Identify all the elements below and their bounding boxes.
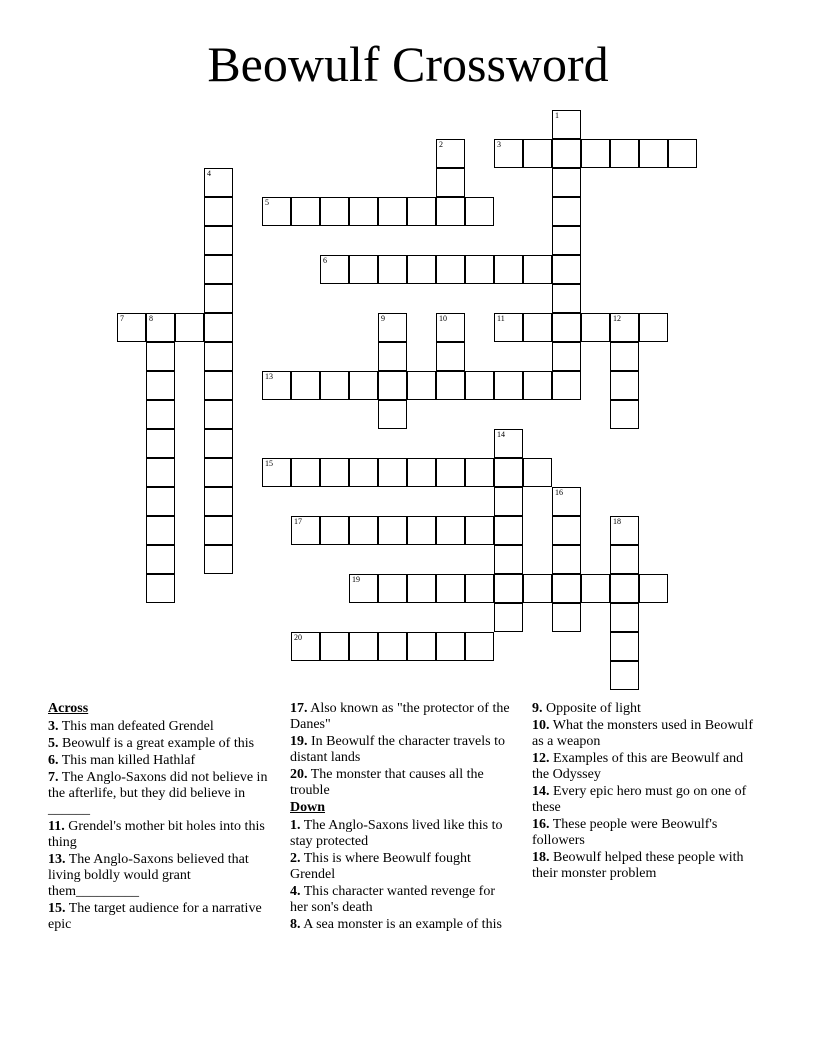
grid-cell[interactable] xyxy=(465,197,494,226)
grid-cell[interactable] xyxy=(494,139,523,168)
clue-across-15: 15. The target audience for a narrative epic xyxy=(48,901,262,932)
clue-across-7: 7. The Anglo-Saxons did not believe in the afterlife, but they did believe in ______ xyxy=(48,770,268,817)
cell-number: 15 xyxy=(265,459,273,468)
grid-cell[interactable] xyxy=(407,458,436,487)
grid-cell[interactable] xyxy=(146,516,175,545)
cell-number: 2 xyxy=(439,140,443,149)
cell-number: 9 xyxy=(381,314,385,323)
grid-cell[interactable] xyxy=(378,313,407,342)
grid-cell[interactable] xyxy=(552,168,581,197)
grid-cell[interactable] xyxy=(465,632,494,661)
grid-cell[interactable] xyxy=(639,574,668,603)
grid-cell[interactable] xyxy=(465,458,494,487)
grid-cell[interactable] xyxy=(407,632,436,661)
grid-cell[interactable] xyxy=(610,139,639,168)
grid-cell[interactable] xyxy=(146,429,175,458)
clues-column-2 xyxy=(290,701,515,934)
clue-down-4: 4. This character wanted revenge for her son's death xyxy=(290,884,495,915)
grid-cell[interactable] xyxy=(639,139,668,168)
grid-cell[interactable] xyxy=(610,400,639,429)
grid-cell[interactable] xyxy=(407,371,436,400)
grid-cell[interactable] xyxy=(552,110,581,139)
clue-across-13: 13. The Anglo-Saxons believed that living boldly would grant them_________ xyxy=(48,852,249,899)
cell-number: 13 xyxy=(265,372,273,381)
cell-number: 3 xyxy=(497,140,501,149)
grid-cell[interactable] xyxy=(320,255,349,284)
grid-cell[interactable] xyxy=(175,313,204,342)
cell-number: 12 xyxy=(613,314,621,323)
grid-cell[interactable] xyxy=(204,255,233,284)
grid-cell[interactable] xyxy=(552,516,581,545)
grid-cell[interactable] xyxy=(494,603,523,632)
grid-cell[interactable] xyxy=(610,603,639,632)
grid-cell[interactable] xyxy=(146,371,175,400)
grid-cell[interactable] xyxy=(494,313,523,342)
grid-cell[interactable] xyxy=(262,371,291,400)
grid-cell[interactable] xyxy=(552,371,581,400)
grid-cell[interactable] xyxy=(407,197,436,226)
clue-down-2: 2. This is where Beowulf fought Grendel xyxy=(290,851,471,882)
grid-cell[interactable] xyxy=(378,458,407,487)
clue-across-17: 17. Also known as "the protector of the Danes" xyxy=(290,701,510,732)
grid-cell[interactable] xyxy=(204,342,233,371)
grid-cell[interactable] xyxy=(523,255,552,284)
clues-column-3 xyxy=(532,701,757,883)
grid-cell[interactable] xyxy=(523,313,552,342)
grid-cell[interactable] xyxy=(610,313,639,342)
down-heading: Down xyxy=(290,800,326,815)
grid-cell[interactable] xyxy=(436,458,465,487)
grid-cell[interactable] xyxy=(204,458,233,487)
grid-cell[interactable] xyxy=(639,313,668,342)
cell-number: 14 xyxy=(497,430,505,439)
grid-cell[interactable] xyxy=(291,458,320,487)
grid-cell[interactable] xyxy=(552,226,581,255)
grid-cell[interactable] xyxy=(291,632,320,661)
clue-down-16: 16. These people were Beowulf's followers xyxy=(532,817,718,848)
grid-cell[interactable] xyxy=(465,371,494,400)
grid-cell[interactable] xyxy=(204,371,233,400)
grid-cell[interactable] xyxy=(204,487,233,516)
grid-cell[interactable] xyxy=(494,255,523,284)
grid-cell[interactable] xyxy=(436,632,465,661)
cell-number: 7 xyxy=(120,314,124,323)
grid-cell[interactable] xyxy=(494,545,523,574)
grid-cell[interactable] xyxy=(407,255,436,284)
grid-cell[interactable] xyxy=(552,313,581,342)
grid-cell[interactable] xyxy=(349,516,378,545)
clue-down-9: 9. Opposite of light xyxy=(532,701,641,716)
grid-cell[interactable] xyxy=(523,139,552,168)
page-title: Beowulf Crossword xyxy=(207,36,609,92)
grid-cell[interactable] xyxy=(146,545,175,574)
grid-cell[interactable] xyxy=(581,574,610,603)
grid-cell[interactable] xyxy=(349,574,378,603)
grid-cell[interactable] xyxy=(523,371,552,400)
grid-cell[interactable] xyxy=(552,603,581,632)
grid-cell[interactable] xyxy=(610,371,639,400)
grid-cell[interactable] xyxy=(378,197,407,226)
grid-cell[interactable] xyxy=(146,574,175,603)
grid-cell[interactable] xyxy=(552,139,581,168)
grid-cell[interactable] xyxy=(262,197,291,226)
grid-cell[interactable] xyxy=(117,313,146,342)
grid-cell[interactable] xyxy=(610,632,639,661)
grid-cell[interactable] xyxy=(552,487,581,516)
grid-cell[interactable] xyxy=(291,516,320,545)
grid-cell[interactable] xyxy=(465,516,494,545)
grid-cell[interactable] xyxy=(146,400,175,429)
grid-cell[interactable] xyxy=(320,371,349,400)
grid-cell[interactable] xyxy=(552,197,581,226)
grid-cell[interactable] xyxy=(320,458,349,487)
grid-cell[interactable] xyxy=(610,545,639,574)
grid-cell[interactable] xyxy=(407,516,436,545)
cell-number: 5 xyxy=(265,198,269,207)
grid-cell[interactable] xyxy=(146,342,175,371)
cell-number: 18 xyxy=(613,517,621,526)
grid-cell[interactable] xyxy=(610,574,639,603)
grid-cell[interactable] xyxy=(610,661,639,690)
grid-cell[interactable] xyxy=(494,516,523,545)
grid-cell[interactable] xyxy=(320,516,349,545)
clue-across-19: 19. In Beowulf the character travels to distant lands xyxy=(290,734,505,765)
grid-cell[interactable] xyxy=(436,342,465,371)
grid-cell[interactable] xyxy=(436,139,465,168)
grid-cell[interactable] xyxy=(349,371,378,400)
grid-cell[interactable] xyxy=(378,342,407,371)
grid-cell[interactable] xyxy=(436,516,465,545)
grid-cell[interactable] xyxy=(204,516,233,545)
grid-cell[interactable] xyxy=(465,255,494,284)
grid-cell[interactable] xyxy=(378,371,407,400)
grid-cell[interactable] xyxy=(465,574,494,603)
grid-cell[interactable] xyxy=(436,574,465,603)
grid-cell[interactable] xyxy=(378,632,407,661)
grid-cell[interactable] xyxy=(494,371,523,400)
grid-cell[interactable] xyxy=(349,197,378,226)
clue-down-8: 8. A sea monster is an example of this xyxy=(290,917,502,932)
grid-cell[interactable] xyxy=(146,313,175,342)
grid-cell[interactable] xyxy=(378,516,407,545)
grid-cell[interactable] xyxy=(204,429,233,458)
cell-number: 10 xyxy=(439,314,447,323)
grid-cell[interactable] xyxy=(146,458,175,487)
cell-number: 6 xyxy=(323,256,327,265)
grid-cell[interactable] xyxy=(204,400,233,429)
clue-across-3: 3. This man defeated Grendel xyxy=(48,719,214,734)
grid-cell[interactable] xyxy=(320,197,349,226)
grid-cell[interactable] xyxy=(349,458,378,487)
cell-number: 20 xyxy=(294,633,302,642)
grid-cell[interactable] xyxy=(436,313,465,342)
grid-cell[interactable] xyxy=(552,342,581,371)
grid-cell[interactable] xyxy=(436,255,465,284)
grid-cell[interactable] xyxy=(291,197,320,226)
cell-number: 19 xyxy=(352,575,360,584)
grid-cell[interactable] xyxy=(494,458,523,487)
clue-down-10: 10. What the monsters used in Beowulf as a weapon xyxy=(532,718,753,749)
grid-cell[interactable] xyxy=(349,255,378,284)
grid-cell[interactable] xyxy=(204,197,233,226)
grid-cell[interactable] xyxy=(204,226,233,255)
grid-cell[interactable] xyxy=(320,632,349,661)
grid-cell[interactable] xyxy=(523,574,552,603)
grid-cell[interactable] xyxy=(407,574,436,603)
grid-cell[interactable] xyxy=(378,400,407,429)
grid-cell[interactable] xyxy=(378,574,407,603)
grid-cell[interactable] xyxy=(552,545,581,574)
clue-across-5: 5. Beowulf is a great example of this xyxy=(48,736,255,751)
clue-across-20: 20. The monster that causes all the trouble xyxy=(290,767,484,798)
clue-down-14: 14. Every epic hero must go on one of these xyxy=(532,784,747,815)
grid-cell[interactable] xyxy=(146,487,175,516)
grid-cell[interactable] xyxy=(610,516,639,545)
clue-across-11: 11. Grendel's mother bit holes into this thing xyxy=(48,819,265,850)
grid-cell[interactable] xyxy=(262,458,291,487)
grid-cell[interactable] xyxy=(494,487,523,516)
grid-cell[interactable] xyxy=(494,574,523,603)
cell-number: 11 xyxy=(497,314,505,323)
grid-cell[interactable] xyxy=(668,139,697,168)
grid-cell[interactable] xyxy=(291,371,320,400)
grid-cell[interactable] xyxy=(552,574,581,603)
clue-down-18: 18. Beowulf helped these people with their monster problem xyxy=(532,850,744,881)
grid-cell[interactable] xyxy=(436,371,465,400)
cell-number: 1 xyxy=(555,111,559,120)
clue-across-6: 6. This man killed Hathlaf xyxy=(48,753,196,768)
grid-cell[interactable] xyxy=(436,168,465,197)
grid-cell[interactable] xyxy=(204,168,233,197)
clue-down-1: 1. The Anglo-Saxons lived like this to stay protected xyxy=(290,818,503,849)
grid-cell[interactable] xyxy=(204,284,233,313)
grid-cell[interactable] xyxy=(552,284,581,313)
cell-number: 16 xyxy=(555,488,563,497)
cell-number: 8 xyxy=(149,314,153,323)
grid-cell[interactable] xyxy=(204,545,233,574)
grid-cell[interactable] xyxy=(204,313,233,342)
grid-cell[interactable] xyxy=(552,255,581,284)
cell-number: 4 xyxy=(207,169,211,178)
grid-cell[interactable] xyxy=(436,197,465,226)
across-heading: Across xyxy=(48,701,89,716)
grid-cell[interactable] xyxy=(494,429,523,458)
grid-cell[interactable] xyxy=(523,458,552,487)
grid-cell[interactable] xyxy=(378,255,407,284)
grid-cell[interactable] xyxy=(581,139,610,168)
grid-cell[interactable] xyxy=(349,632,378,661)
clue-down-12: 12. Examples of this are Beowulf and the Odyssey xyxy=(532,751,744,782)
grid-cell[interactable] xyxy=(610,342,639,371)
cell-number: 17 xyxy=(294,517,302,526)
grid-cell[interactable] xyxy=(581,313,610,342)
clues-column-1 xyxy=(48,701,276,934)
